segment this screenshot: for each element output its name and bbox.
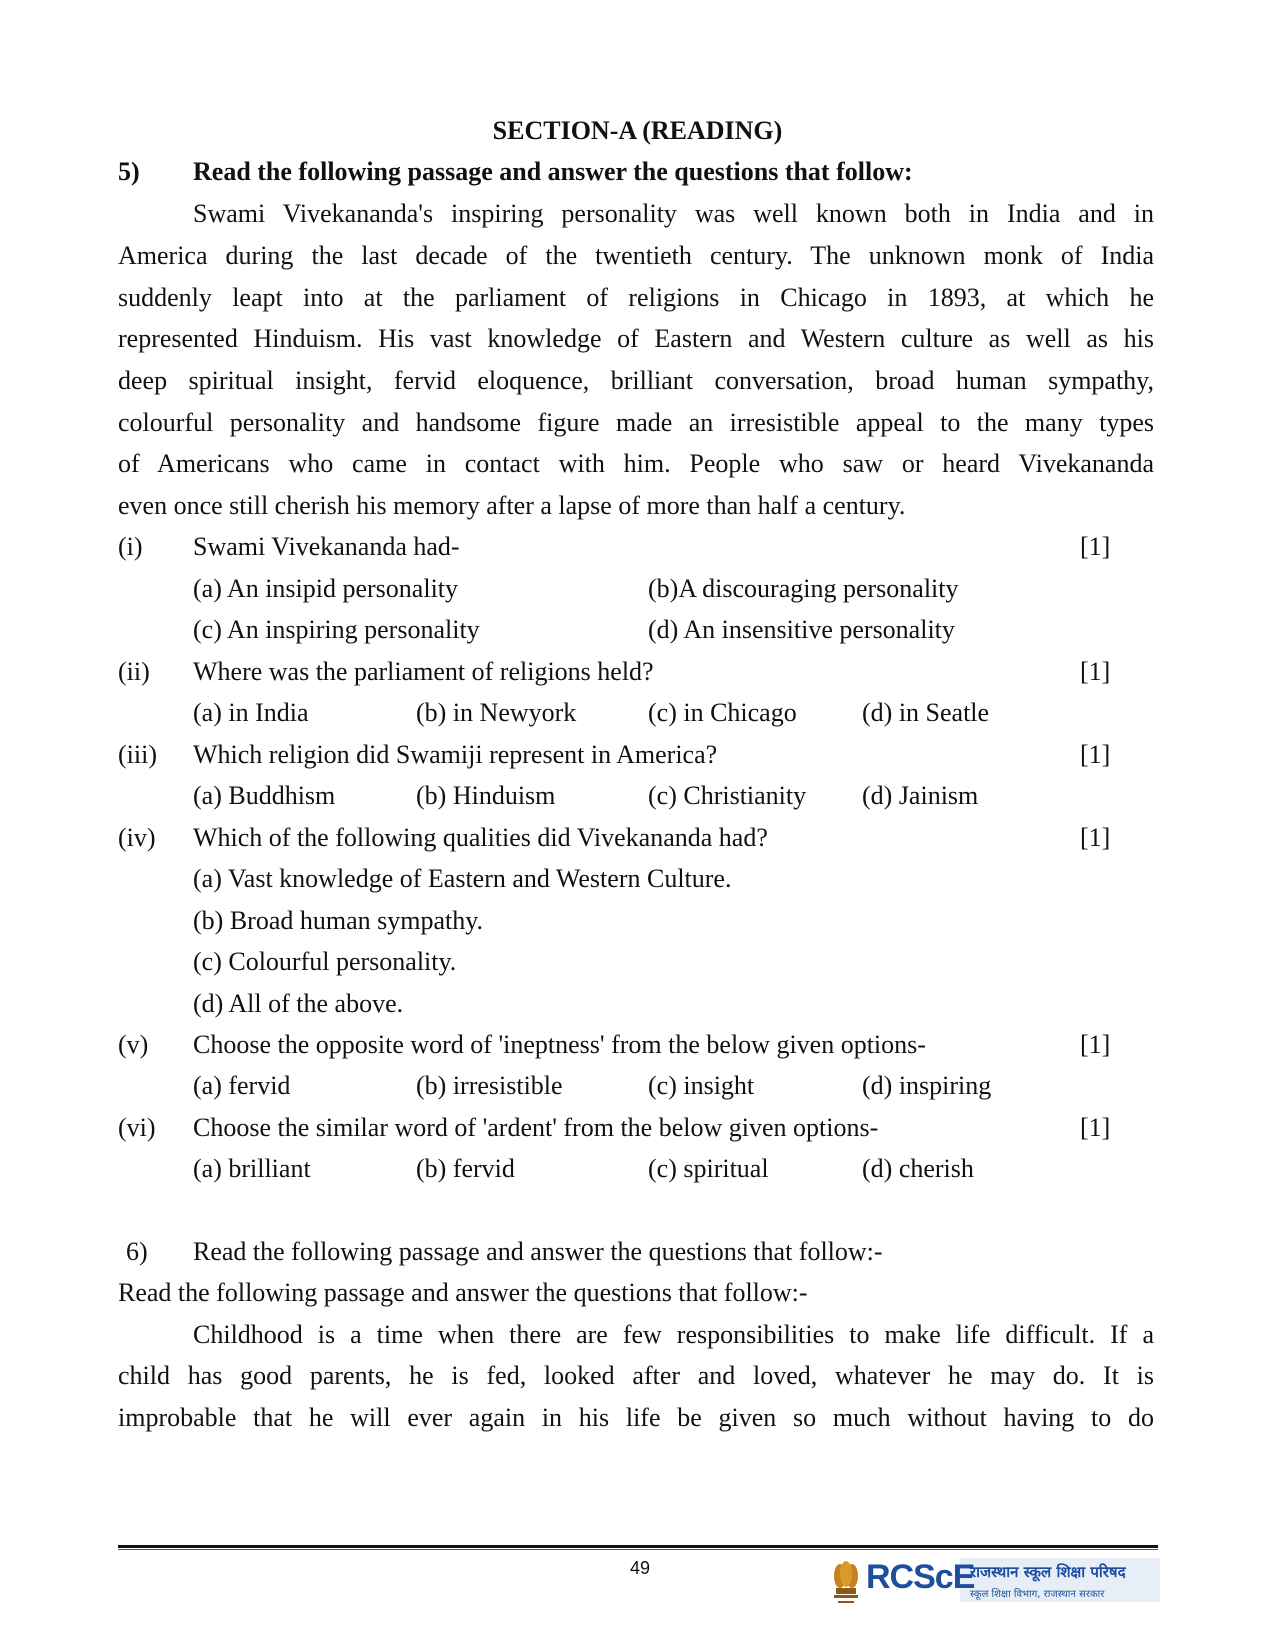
question-6-prompt: Read the following passage and answer the questions that follow:- <box>193 1237 883 1266</box>
option: (d) Jainism <box>862 781 979 810</box>
option: (b) Broad human sympathy. <box>193 906 484 935</box>
section-title: SECTION-A (READING) <box>492 116 783 145</box>
passage-line: of Americans who came in contact with him. People who saw or heard Vivekananda <box>118 449 1154 478</box>
option: (a) brilliant <box>193 1154 311 1183</box>
option: (a) Vast knowledge of Eastern and Western Culture. <box>193 864 732 893</box>
passage-line: suddenly leapt into at the parliament of religions in Chicago in 1893, at which he <box>118 283 1154 312</box>
passage-line: colourful personality and handsome figure made an irresistible appeal to the many types <box>118 408 1154 437</box>
logo-hindi-subtitle: स्कूल शिक्षा विभाग, राजस्थान सरकार <box>970 1589 1105 1600</box>
option: (a) in India <box>193 698 309 727</box>
question-5-prompt: Read the following passage and answer the questions that follow: <box>193 157 913 186</box>
passage-line: Swami Vivekananda's inspiring personality was well known both in India and in <box>193 199 1154 228</box>
option: (b) Hinduism <box>416 781 556 810</box>
question-text: Where was the parliament of religions held? <box>193 657 654 686</box>
passage-line: deep spiritual insight, fervid eloquence, brilliant conversation, broad human sympathy, <box>118 366 1154 395</box>
option: (c) Colourful personality. <box>193 947 457 976</box>
question-marks: [1] <box>1080 1113 1111 1142</box>
question-number: (vi) <box>118 1113 156 1142</box>
question-text: Swami Vivekananda had- <box>193 532 460 561</box>
question-text: Choose the opposite word of 'ineptness' from the below given options- <box>193 1030 926 1059</box>
emblem-icon <box>830 1558 862 1608</box>
question-text: Choose the similar word of 'ardent' from the below given options- <box>193 1113 879 1142</box>
question-text: Which religion did Swamiji represent in America? <box>193 740 718 769</box>
question-number: (i) <box>118 532 143 561</box>
question-marks: [1] <box>1080 823 1111 852</box>
passage-line: America during the last decade of the twentieth century. The unknown monk of India <box>118 241 1154 270</box>
question-number: (iii) <box>118 740 157 769</box>
passage-line: even once still cherish his memory after a lapse of more than half a century. <box>118 491 906 520</box>
option: (b)A discouraging personality <box>648 574 959 603</box>
footer-divider <box>118 1545 1158 1548</box>
passage-line: represented Hinduism. His vast knowledge of Eastern and Western culture as well as his <box>118 324 1154 353</box>
passage-line: child has good parents, he is fed, looked after and loved, whatever he may do. It is <box>118 1361 1154 1390</box>
option: (c) spiritual <box>648 1154 769 1183</box>
footer-divider-thin <box>118 1549 1158 1550</box>
question-marks: [1] <box>1080 740 1111 769</box>
passage-line: improbable that he will ever again in his life be given so much without having to do <box>118 1403 1154 1432</box>
option: (b) irresistible <box>416 1071 563 1100</box>
question-marks: [1] <box>1080 532 1111 561</box>
question-6-number: 6) <box>126 1237 148 1266</box>
question-6-prompt-repeat: Read the following passage and answer the questions that follow:- <box>118 1278 808 1307</box>
rcsce-logo <box>830 1556 1160 1612</box>
question-number: (ii) <box>118 657 150 686</box>
option: (a) fervid <box>193 1071 291 1100</box>
option: (a) An insipid personality <box>193 574 459 603</box>
question-number: (iv) <box>118 823 156 852</box>
logo-hindi-title: राजस्थान स्कूल शिक्षा परिषद <box>970 1563 1126 1581</box>
question-number: (v) <box>118 1030 149 1059</box>
option: (c) insight <box>648 1071 755 1100</box>
passage-line: Childhood is a time when there are few responsibilities to make life difficult. If a <box>193 1320 1154 1349</box>
option: (b) fervid <box>416 1154 515 1183</box>
logo-wordmark: RCScE <box>866 1558 975 1596</box>
option: (b) in Newyork <box>416 698 577 727</box>
question-5-number: 5) <box>118 157 140 186</box>
question-marks: [1] <box>1080 657 1111 686</box>
page-number: 49 <box>629 1558 651 1578</box>
option: (d) All of the above. <box>193 989 404 1018</box>
option: (d) cherish <box>862 1154 974 1183</box>
question-marks: [1] <box>1080 1030 1111 1059</box>
option: (a) Buddhism <box>193 781 336 810</box>
option: (c) An inspiring personality <box>193 615 480 644</box>
option: (d) An insensitive personality <box>648 615 955 644</box>
option: (c) Christianity <box>648 781 807 810</box>
question-text: Which of the following qualities did Vivekananda had? <box>193 823 768 852</box>
option: (d) inspiring <box>862 1071 992 1100</box>
option: (d) in Seatle <box>862 698 990 727</box>
option: (c) in Chicago <box>648 698 797 727</box>
